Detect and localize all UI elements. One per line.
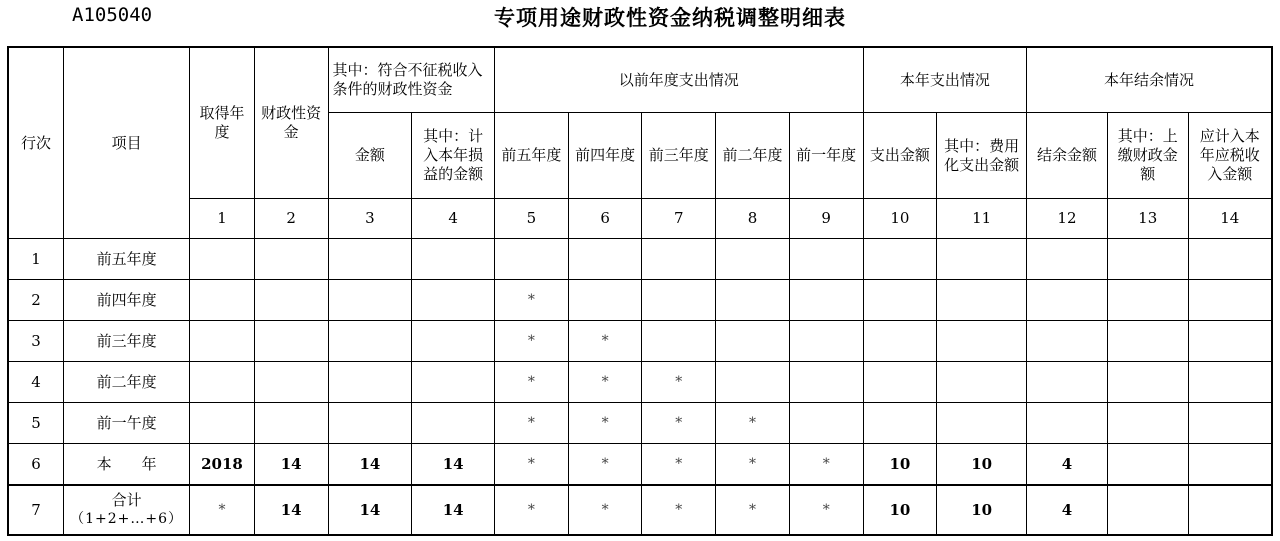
column-number-6: 6 — [568, 199, 642, 239]
header-nontax-amount: 金额 — [328, 113, 412, 199]
column-number-2: 2 — [254, 199, 328, 239]
table-row — [8, 362, 1272, 403]
header-prev-group: 以前年度支出情况 — [495, 47, 863, 113]
header-row-no: 行次 — [8, 47, 64, 239]
cell-col-9 — [789, 362, 863, 403]
column-number-7: 7 — [642, 199, 716, 239]
cell-col-6: * — [568, 485, 642, 535]
cell-col-10 — [863, 280, 937, 321]
cell-col-8: * — [716, 485, 790, 535]
cell-col-12 — [1027, 321, 1108, 362]
row-item: 本 年 — [64, 444, 190, 486]
header-cur-amount: 支出金额 — [863, 113, 937, 199]
column-number-13: 13 — [1107, 199, 1188, 239]
cell-col-14 — [1188, 362, 1272, 403]
cell-col-7: * — [642, 403, 716, 444]
cell-col-7 — [642, 321, 716, 362]
header-bal-taxable: 应计入本年应税收入金额 — [1188, 113, 1272, 199]
cell-col-3 — [328, 239, 412, 280]
cell-col-14 — [1188, 444, 1272, 486]
row-number: 2 — [8, 280, 64, 321]
cell-col-2 — [254, 280, 328, 321]
cell-col-7 — [642, 239, 716, 280]
cell-col-7: * — [642, 444, 716, 486]
column-number-9: 9 — [789, 199, 863, 239]
cell-col-11 — [937, 280, 1027, 321]
cell-col-12 — [1027, 239, 1108, 280]
cell-col-11 — [937, 239, 1027, 280]
header-bal-return: 其中：上缴财政金额 — [1107, 113, 1188, 199]
cell-col-11 — [937, 362, 1027, 403]
cell-col-5: * — [495, 485, 569, 535]
header-cur-expense: 其中：费用化支出金额 — [937, 113, 1027, 199]
header-prev5: 前五年度 — [495, 113, 569, 199]
cell-col-14 — [1188, 485, 1272, 535]
cell-col-3 — [328, 280, 412, 321]
cell-col-1 — [190, 362, 255, 403]
cell-col-14 — [1188, 321, 1272, 362]
cell-col-3 — [328, 362, 412, 403]
column-number-10: 10 — [863, 199, 937, 239]
cell-col-6: * — [568, 362, 642, 403]
form-title: 专项用途财政性资金纳税调整明细表 — [494, 5, 846, 30]
cell-col-4 — [412, 403, 495, 444]
header-year: 取得年度 — [190, 47, 255, 199]
row-item-label: 合计 — [111, 491, 142, 509]
cell-col-9: * — [789, 485, 863, 535]
row-item — [64, 485, 190, 535]
cell-col-6: * — [568, 403, 642, 444]
cell-col-13 — [1107, 321, 1188, 362]
cell-col-6: * — [568, 444, 642, 486]
cell-col-4 — [412, 280, 495, 321]
cell-col-4 — [412, 321, 495, 362]
cell-col-12: 4 — [1027, 444, 1108, 486]
column-number-5: 5 — [495, 199, 569, 239]
cell-col-10 — [863, 239, 937, 280]
cell-col-9 — [789, 239, 863, 280]
row-number: 6 — [8, 444, 64, 486]
cell-col-1 — [190, 321, 255, 362]
cell-col-11 — [937, 321, 1027, 362]
cell-col-11: 10 — [937, 485, 1027, 535]
row-number: 5 — [8, 403, 64, 444]
header-prev3: 前三年度 — [642, 113, 716, 199]
cell-col-13 — [1107, 239, 1188, 280]
row-number: 3 — [8, 321, 64, 362]
cell-col-5 — [495, 239, 569, 280]
table-row — [8, 444, 1272, 486]
header-prev1: 前一年度 — [789, 113, 863, 199]
cell-col-8: * — [716, 403, 790, 444]
cell-col-6: * — [568, 321, 642, 362]
cell-col-10 — [863, 321, 937, 362]
cell-col-1: * — [190, 485, 255, 535]
cell-col-9: * — [789, 444, 863, 486]
cell-col-12: 4 — [1027, 485, 1108, 535]
row-item: 前四年度 — [64, 280, 190, 321]
cell-col-9 — [789, 280, 863, 321]
table-row — [8, 239, 1272, 280]
cell-col-2 — [254, 239, 328, 280]
cell-col-3 — [328, 321, 412, 362]
cell-col-5: * — [495, 444, 569, 486]
cell-col-1 — [190, 239, 255, 280]
cell-col-2 — [254, 321, 328, 362]
cell-col-5: * — [495, 403, 569, 444]
cell-col-6 — [568, 239, 642, 280]
column-number-12: 12 — [1027, 199, 1108, 239]
cell-col-4 — [412, 239, 495, 280]
column-number-4: 4 — [412, 199, 495, 239]
row-number: 4 — [8, 362, 64, 403]
cell-col-7: * — [642, 485, 716, 535]
column-number-11: 11 — [937, 199, 1027, 239]
cell-col-10 — [863, 362, 937, 403]
column-number-14: 14 — [1188, 199, 1272, 239]
cell-col-2: 14 — [254, 485, 328, 535]
cell-col-12 — [1027, 280, 1108, 321]
form-code: A105040 — [72, 4, 153, 26]
cell-col-14 — [1188, 239, 1272, 280]
table-row — [8, 280, 1272, 321]
header-bal-amount: 结余金额 — [1027, 113, 1108, 199]
table-row — [8, 403, 1272, 444]
cell-col-7 — [642, 280, 716, 321]
header-nontax-group: 其中：符合不征税收入条件的财政性资金 — [328, 47, 495, 113]
row-item: 前五年度 — [64, 239, 190, 280]
table-row — [8, 321, 1272, 362]
cell-col-8 — [716, 321, 790, 362]
row-item-formula: （1+2+…+6） — [70, 511, 184, 527]
header-fiscal-fund: 财政性资金 — [254, 47, 328, 199]
cell-col-11: 10 — [937, 444, 1027, 486]
cell-col-9 — [789, 321, 863, 362]
header-prev2: 前二年度 — [716, 113, 790, 199]
cell-col-1 — [190, 280, 255, 321]
cell-col-14 — [1188, 280, 1272, 321]
cell-col-13 — [1107, 485, 1188, 535]
column-number-8: 8 — [716, 199, 790, 239]
cell-col-12 — [1027, 362, 1108, 403]
cell-col-8 — [716, 362, 790, 403]
header-prev4: 前四年度 — [568, 113, 642, 199]
cell-col-5: * — [495, 362, 569, 403]
cell-col-10: 10 — [863, 444, 937, 486]
header-cur-group: 本年支出情况 — [863, 47, 1027, 113]
cell-col-8: * — [716, 444, 790, 486]
header-bal-group: 本年结余情况 — [1027, 47, 1272, 113]
cell-col-5: * — [495, 280, 569, 321]
table-row — [8, 485, 1272, 535]
cell-col-2 — [254, 362, 328, 403]
cell-col-10 — [863, 403, 937, 444]
cell-col-13 — [1107, 403, 1188, 444]
row-item: 前一午度 — [64, 403, 190, 444]
cell-col-1 — [190, 403, 255, 444]
header-nontax-income: 其中：计入本年损益的金额 — [412, 113, 495, 199]
cell-col-11 — [937, 403, 1027, 444]
cell-col-4: 14 — [412, 485, 495, 535]
cell-col-6 — [568, 280, 642, 321]
adjustment-table — [7, 46, 1273, 536]
row-item: 前二年度 — [64, 362, 190, 403]
column-number-3: 3 — [328, 199, 412, 239]
cell-col-7: * — [642, 362, 716, 403]
cell-col-8 — [716, 280, 790, 321]
row-number: 7 — [8, 485, 64, 535]
cell-col-1: 2018 — [190, 444, 255, 486]
header-item: 项目 — [64, 47, 190, 239]
cell-col-2 — [254, 403, 328, 444]
cell-col-8 — [716, 239, 790, 280]
cell-col-10: 10 — [863, 485, 937, 535]
cell-col-5: * — [495, 321, 569, 362]
row-item: 前三年度 — [64, 321, 190, 362]
cell-col-13 — [1107, 362, 1188, 403]
cell-col-3 — [328, 403, 412, 444]
cell-col-13 — [1107, 280, 1188, 321]
cell-col-3: 14 — [328, 485, 412, 535]
cell-col-14 — [1188, 403, 1272, 444]
cell-col-13 — [1107, 444, 1188, 486]
row-number: 1 — [8, 239, 64, 280]
cell-col-4 — [412, 362, 495, 403]
cell-col-3: 14 — [328, 444, 412, 486]
cell-col-12 — [1027, 403, 1108, 444]
cell-col-4: 14 — [412, 444, 495, 486]
column-number-1: 1 — [190, 199, 255, 239]
cell-col-2: 14 — [254, 444, 328, 486]
cell-col-9 — [789, 403, 863, 444]
